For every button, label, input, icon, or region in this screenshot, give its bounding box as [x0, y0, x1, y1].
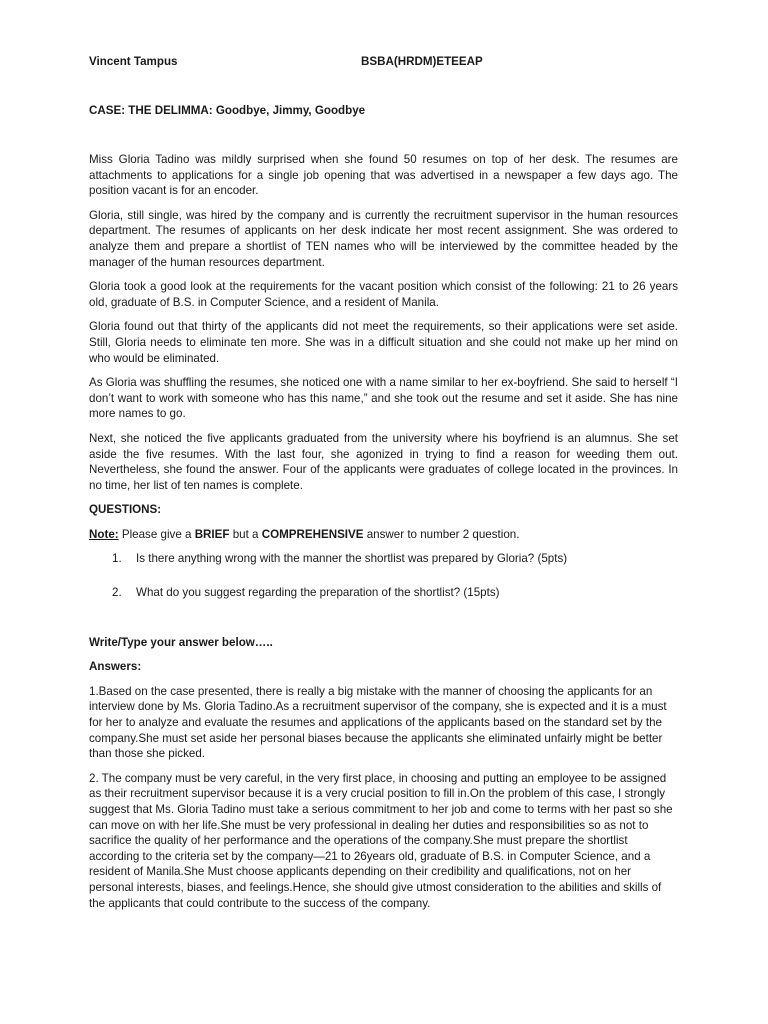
answer-2: 2. The company must be very careful, in the very first place, in choosing and putting an employee to be assigned as their recruitment supervisor because it is a very crucial position to fill in.On the problem of this case, I strongly suggest that Ms. Gloria Tadino must take a serious commitment to her job and come to terms with her past so she can move on with her life.She must be very professional in dealing her duties and responsibilities so as not to sacrifice the quality of her performance and the operations of the company.She must prepare the shortlist according to the criteria set by the company—21 to 26years old, graduate of B.S. in Computer Science, and a resident of Manila.She Must choose applicants depending on their credibility and qualifications, not on her personal interests, biases, and feelings.Hence, she should give utmost consideration to the abilities and skills of the applicants that could contribute to the success of the company. [89, 771, 673, 910]
answers-heading: Answers: [89, 660, 142, 674]
note-line [89, 527, 678, 543]
program-name: BSBA(HRDM)ETEEAP [361, 55, 483, 68]
note-pre: Please give a [118, 527, 195, 541]
note-comprehensive: COMPREHENSIVE [261, 527, 364, 541]
paragraph-1: Miss Gloria Tadino was mildly surprised when she found 50 resumes on top of her desk. The resumes are attachments to applications for a single job opening that was advertised in a newspaper a few days ago. The position vacant is for an encoder. [89, 153, 678, 198]
paragraph-2: Gloria, still single, was hired by the company and is currently the recruitment supervisor in the human resources department. The resumes of applicants on her desk indicate her most recent assignment. She was ordered to analyze them and prepare a shortlist of TEN names who will be interviewed by the committee headed by the manager of the human resources department. [89, 208, 678, 269]
paragraph-3: Gloria took a good look at the requirements for the vacant position which consist of the following: 21 to 26 years old, graduate of B.S. in Computer Science, and a resident of Manila. [89, 280, 678, 309]
note-brief: BRIEF [194, 527, 230, 541]
question-text: What do you suggest regarding the preparation of the shortlist? (15pts) [136, 586, 500, 600]
question-number: 1. [112, 552, 122, 566]
question-number: 2. [112, 586, 122, 600]
questions-list [89, 551, 678, 600]
paragraph-6: Next, she noticed the five applicants graduated from the university where his boyfriend is an alumnus. She set aside the five resumes. With the last four, she agonized in trying to find a reason for weeding them out. Nevertheless, she found the answer. Four of the applicants were graduates of college located in the provinces. In no time, her list of ten names is complete. [89, 431, 678, 492]
question-item [89, 551, 678, 567]
paragraph-5: As Gloria was shuffling the resumes, she noticed one with a name similar to her ex-boyfriend. She said to herself “I don’t want to work with someone who has this name,” and she took out the resume and set it aside. She has nine more names to go. [89, 376, 678, 421]
answer-1: 1.Based on the case presented, there is really a big mistake with the manner of choosing the applicants for an interview done by Ms. Gloria Tadino.As a recruitment supervisor of the company, she is expected and it is a must for her to analyze and evaluate the resumes and applications of the applicants based on the standard set by the company.She must set aside her personal biases because the applicants she eliminated unfairly might be better than those she picked. [89, 684, 667, 761]
note-label: Note: [89, 527, 119, 541]
answer-prompt: Write/Type your answer below….. [89, 635, 273, 649]
document-body [89, 152, 678, 920]
paragraph-4: Gloria found out that thirty of the applicants did not meet the requirements, so their applications were set aside. Still, Gloria needs to eliminate ten more. She was in a difficult situation and she could not make up her mind on who would be eliminated. [89, 320, 678, 365]
questions-heading: QUESTIONS: [89, 503, 162, 517]
author-name: Vincent Tampus [89, 55, 178, 68]
question-item [89, 585, 678, 601]
case-title: CASE: THE DELIMMA: Goodbye, Jimmy, Goodbye [89, 104, 366, 117]
question-text: Is there anything wrong with the manner the shortlist was prepared by Gloria? (5pts) [136, 552, 568, 566]
note-post: answer to number 2 question. [363, 527, 520, 541]
note-mid: but a [229, 527, 262, 541]
